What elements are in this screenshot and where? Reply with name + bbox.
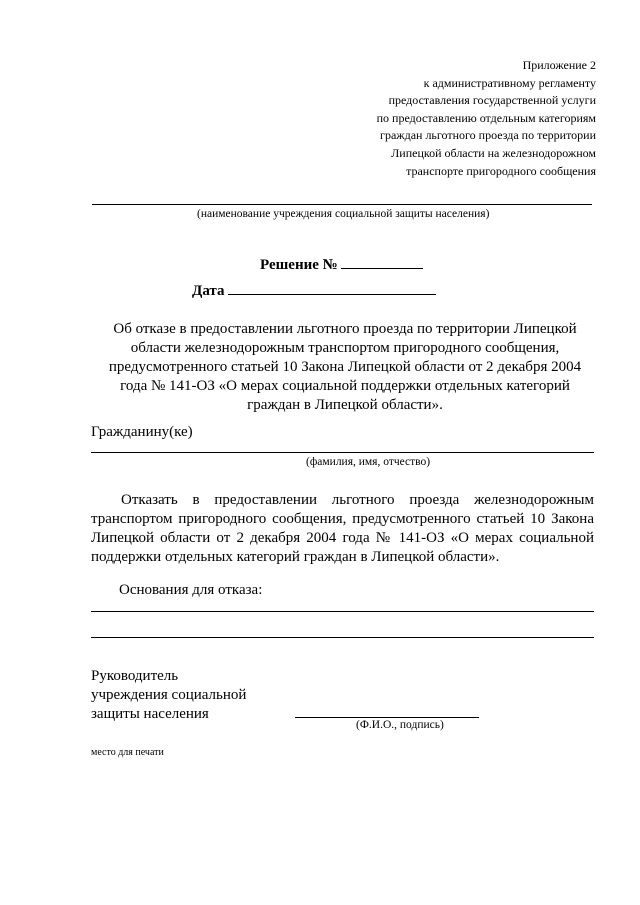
subject-line: года № 141-ОЗ «О мерах социальной поддержки отдельных категорий xyxy=(120,378,570,394)
institution-caption: (наименование учреждения социальной защиты населения) xyxy=(197,208,490,220)
refusal-line: Липецкой области от 2 декабря 2004 года № 141-ОЗ «О мерах социальной xyxy=(91,530,594,546)
signatory-block xyxy=(91,667,246,724)
decision-label: Решение № xyxy=(260,257,338,273)
refusal-line: Отказать в предоставлении льготного проезда железнодорожным xyxy=(121,492,594,508)
appendix-line: Липецкой области на железнодорожном xyxy=(391,145,596,160)
signatory-line: Руководитель xyxy=(91,668,179,684)
institution-name-line[interactable] xyxy=(92,204,592,205)
date-label: Дата xyxy=(192,283,225,299)
subject-line: области железнодорожным транспортом пригородного сообщения, xyxy=(130,340,560,356)
grounds-line-1[interactable] xyxy=(91,611,594,612)
signatory-line: защиты населения xyxy=(91,706,209,722)
appendix-line: Приложение 2 xyxy=(522,58,596,72)
citizen-label: Гражданину(ке) xyxy=(91,424,193,440)
decision-number-row xyxy=(260,255,423,274)
appendix-line: транспорте пригородного сообщения xyxy=(406,163,596,178)
refusal-line: поддержки отдельных категорий граждан в Липецкой области». xyxy=(91,549,500,565)
signature-caption: (Ф.И.О., подпись) xyxy=(356,719,444,731)
subject-paragraph xyxy=(95,320,595,415)
decision-date-row xyxy=(192,281,436,300)
decision-date-field[interactable] xyxy=(228,281,436,295)
signature-line[interactable] xyxy=(295,717,479,718)
decision-number-field[interactable] xyxy=(341,255,423,269)
appendix-line: граждан льготного проезда по территории xyxy=(380,128,596,143)
refusal-line: транспортом пригородного сообщения, предусмотренного статьей 10 Закона xyxy=(91,511,594,527)
citizen-name-line[interactable] xyxy=(91,452,594,453)
subject-line: Об отказе в предоставлении льготного проезда по территории Липецкой xyxy=(113,321,577,337)
refusal-paragraph xyxy=(91,491,594,567)
signatory-line: учреждения социальной xyxy=(91,687,247,703)
appendix-line: по предоставлению отдельным категориям xyxy=(376,110,596,125)
stamp-place-label: место для печати xyxy=(91,747,164,758)
grounds-label: Основания для отказа: xyxy=(119,582,263,598)
appendix-line: предоставления государственной услуги xyxy=(388,93,596,108)
appendix-header xyxy=(300,57,596,180)
subject-line: граждан в Липецкой области». xyxy=(247,397,443,413)
grounds-line-2[interactable] xyxy=(91,637,594,638)
appendix-line: к административному регламенту xyxy=(423,75,596,90)
subject-line: предусмотренного статьей 10 Закона Липецкой области от 2 декабря 2004 xyxy=(108,359,582,375)
citizen-caption: (фамилия, имя, отчество) xyxy=(306,456,431,468)
